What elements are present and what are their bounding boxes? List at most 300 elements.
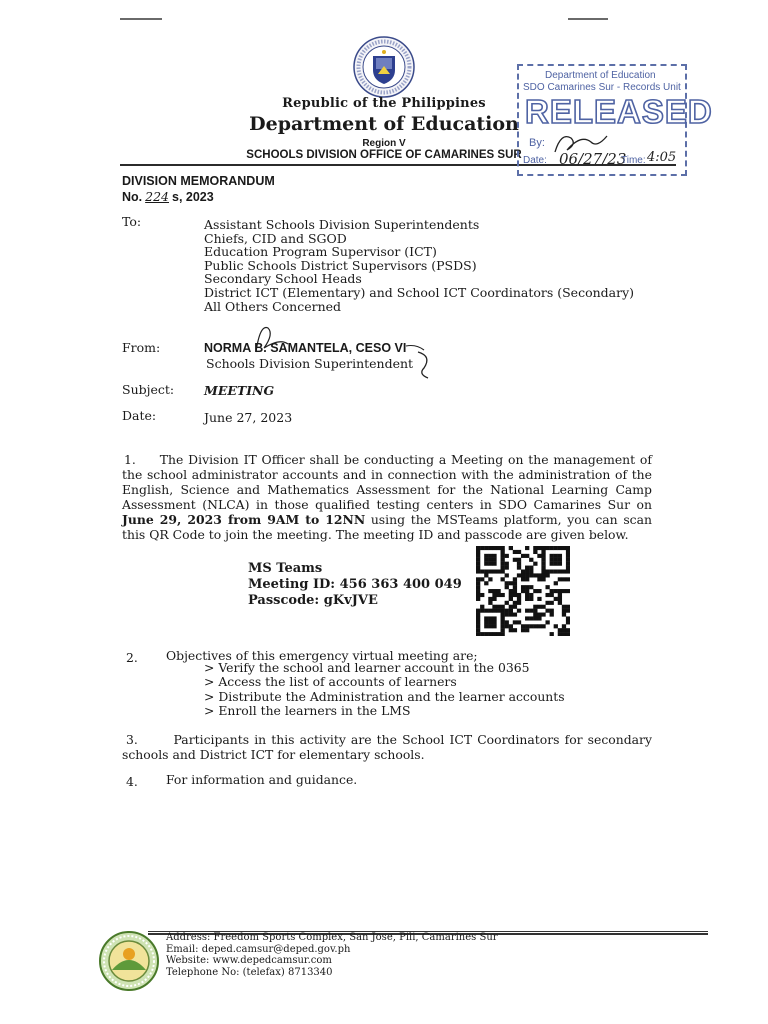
- qr-module: [488, 616, 492, 620]
- qr-module: [517, 573, 521, 577]
- qr-module: [566, 569, 570, 573]
- qr-module: [492, 562, 496, 566]
- qr-module: [521, 585, 525, 589]
- qr-module: [554, 624, 558, 628]
- objective-item: > Enroll the learners in the LMS: [204, 703, 411, 719]
- qr-module: [529, 597, 533, 601]
- qr-module: [513, 589, 517, 593]
- memo-series: s, 2023: [172, 190, 214, 204]
- qr-module: [476, 593, 480, 597]
- qr-module: [505, 609, 509, 613]
- qr-module: [550, 601, 554, 605]
- qr-module: [529, 593, 533, 597]
- qr-module: [476, 628, 480, 632]
- qr-module: [562, 632, 566, 636]
- qr-module: [558, 589, 562, 593]
- qr-module: [545, 585, 549, 589]
- qr-module: [492, 554, 496, 558]
- qr-module: [541, 577, 545, 581]
- qr-module: [525, 569, 529, 573]
- qr-module: [484, 554, 488, 558]
- qr-module: [509, 589, 513, 593]
- qr-module: [492, 616, 496, 620]
- qr-module: [541, 546, 545, 550]
- stamp-time-label: Time:: [621, 155, 646, 166]
- qr-module: [550, 554, 554, 558]
- qr-module: [505, 620, 509, 624]
- qr-module: [513, 581, 517, 585]
- qr-module: [505, 601, 509, 605]
- qr-module: [533, 546, 537, 550]
- qr-module: [558, 593, 562, 597]
- qr-module: [541, 624, 545, 628]
- stamp-date-value: 06/27/23: [559, 150, 627, 168]
- qr-module: [501, 616, 505, 620]
- qr-module: [476, 558, 480, 562]
- qr-module: [488, 562, 492, 566]
- qr-module: [566, 562, 570, 566]
- qr-module: [513, 601, 517, 605]
- qr-module: [476, 620, 480, 624]
- qr-module: [545, 620, 549, 624]
- qr-module: [476, 577, 480, 581]
- subject-value: MEETING: [204, 383, 275, 398]
- qr-module: [509, 624, 513, 628]
- qr-module: [566, 554, 570, 558]
- stamp-line2: SDO Camarines Sur - Records Unit: [523, 82, 681, 93]
- qr-module: [529, 624, 533, 628]
- qr-module: [566, 620, 570, 624]
- qr-module: [517, 609, 521, 613]
- qr-module: [484, 624, 488, 628]
- qr-module: [509, 593, 513, 597]
- paragraph-number: 2.: [126, 650, 138, 665]
- qr-module: [501, 632, 505, 636]
- qr-module: [501, 628, 505, 632]
- stamp-line1: Department of Education: [545, 70, 656, 81]
- qr-module: [492, 558, 496, 562]
- qr-module: [505, 581, 509, 585]
- qr-module: [484, 546, 488, 550]
- qr-module: [476, 589, 480, 593]
- qr-module: [566, 605, 570, 609]
- qr-module: [566, 566, 570, 570]
- qr-module: [476, 597, 480, 601]
- qr-module: [492, 632, 496, 636]
- objective-item: > Distribute the Administration and the learner accounts: [204, 688, 565, 704]
- qr-module: [541, 554, 545, 558]
- qr-module: [484, 573, 488, 577]
- qr-module: [550, 546, 554, 550]
- qr-module: [525, 573, 529, 577]
- qr-module: [537, 616, 541, 620]
- memo-number-line: [122, 189, 275, 205]
- qr-module: [525, 616, 529, 620]
- qr-module: [488, 597, 492, 601]
- qr-module: [521, 569, 525, 573]
- qr-module: [545, 546, 549, 550]
- qr-module: [501, 624, 505, 628]
- qr-module: [496, 593, 500, 597]
- ms-teams-title: MS Teams: [248, 561, 323, 576]
- objectives-list: [204, 661, 565, 719]
- meeting-info: [248, 561, 462, 609]
- date-label: Date:: [122, 408, 157, 423]
- qr-module: [488, 554, 492, 558]
- qr-module: [525, 585, 529, 589]
- stamp-by-label: By:: [529, 137, 545, 149]
- qr-module: [509, 613, 513, 617]
- qr-module: [476, 562, 480, 566]
- qr-module: [558, 597, 562, 601]
- qr-module: [513, 620, 517, 624]
- qr-module: [566, 616, 570, 620]
- department-heading: Department of Education: [249, 113, 519, 135]
- region-heading: Region V: [362, 138, 406, 149]
- qr-module: [513, 577, 517, 581]
- qr-module: [513, 613, 517, 617]
- paragraph-number: 4.: [126, 774, 138, 789]
- qr-module: [562, 577, 566, 581]
- qr-module: [509, 597, 513, 601]
- qr-module: [488, 569, 492, 573]
- qr-module: [550, 589, 554, 593]
- deped-seal-icon: [353, 36, 415, 98]
- qr-module: [525, 624, 529, 628]
- qr-module: [488, 624, 492, 628]
- qr-module: [533, 573, 537, 577]
- memo-no-label: No.: [122, 190, 143, 204]
- office-heading: SCHOOLS DIVISION OFFICE OF CAMARINES SUR: [246, 149, 522, 161]
- qr-module: [558, 628, 562, 632]
- qr-module: [554, 554, 558, 558]
- qr-module: [537, 546, 541, 550]
- qr-module: [566, 550, 570, 554]
- qr-module: [513, 585, 517, 589]
- qr-module: [558, 577, 562, 581]
- date-value: June 27, 2023: [204, 410, 293, 425]
- qr-module: [545, 593, 549, 597]
- qr-module: [517, 601, 521, 605]
- qr-module: [492, 620, 496, 624]
- qr-module: [501, 569, 505, 573]
- qr-module: [492, 546, 496, 550]
- qr-module: [550, 562, 554, 566]
- scan-mark-right: [568, 18, 608, 20]
- qr-module: [513, 550, 517, 554]
- qr-module: [562, 589, 566, 593]
- qr-module: [521, 573, 525, 577]
- paragraph-emphasis: June 29, 2023 from 9AM to 12NN: [122, 512, 366, 527]
- qr-module: [484, 616, 488, 620]
- qr-module: [501, 577, 505, 581]
- qr-module: [554, 597, 558, 601]
- qr-module: [476, 616, 480, 620]
- memo-heading: [122, 173, 275, 205]
- qr-module: [513, 593, 517, 597]
- qr-module: [550, 613, 554, 617]
- qr-module: [550, 609, 554, 613]
- sdo-logo-icon: [98, 930, 160, 992]
- qr-module: [492, 605, 496, 609]
- qr-module: [501, 558, 505, 562]
- qr-module: [501, 550, 505, 554]
- qr-module: [476, 581, 480, 585]
- qr-module: [562, 605, 566, 609]
- objective-item: > Access the list of accounts of learners: [204, 674, 457, 690]
- qr-module: [537, 605, 541, 609]
- qr-module: [541, 550, 545, 554]
- qr-module: [513, 558, 517, 562]
- qr-module: [513, 628, 517, 632]
- paragraph-text: using the MSTeams platform, you can scan this QR Code to join the meeting. The meeting ID and passcode are given below.: [122, 512, 652, 542]
- qr-module: [525, 597, 529, 601]
- qr-module: [550, 569, 554, 573]
- qr-module: [562, 613, 566, 617]
- qr-module: [558, 554, 562, 558]
- released-stamp: [517, 64, 713, 176]
- qr-module: [537, 554, 541, 558]
- paragraph-number: 3.: [126, 732, 138, 747]
- qr-module: [476, 624, 480, 628]
- from-title: Schools Division Superintendent: [206, 356, 414, 371]
- qr-module: [525, 593, 529, 597]
- qr-module: [537, 613, 541, 617]
- qr-module: [529, 616, 533, 620]
- qr-module: [529, 573, 533, 577]
- qr-module: [558, 569, 562, 573]
- qr-module: [521, 589, 525, 593]
- qr-module: [501, 554, 505, 558]
- qr-module: [484, 609, 488, 613]
- qr-module: [488, 609, 492, 613]
- passcode: Passcode: gKvJVE: [248, 593, 378, 608]
- qr-module: [488, 546, 492, 550]
- qr-module: [517, 597, 521, 601]
- qr-module: [541, 562, 545, 566]
- qr-module: [501, 593, 505, 597]
- paragraph-4-text: For information and guidance.: [166, 772, 358, 787]
- qr-module: [492, 609, 496, 613]
- qr-module: [545, 601, 549, 605]
- qr-module: [554, 581, 558, 585]
- qr-module: [513, 605, 517, 609]
- stamp-time-value: 4:05: [647, 150, 677, 165]
- qr-module: [517, 593, 521, 597]
- qr-module: [476, 554, 480, 558]
- scan-mark-left: [120, 18, 162, 20]
- qr-module: [501, 546, 505, 550]
- qr-module: [525, 628, 529, 632]
- stamp-date-label: Date:: [523, 155, 547, 166]
- footer-email: Email: deped.camsur@deped.gov.ph: [166, 943, 351, 955]
- qr-module: [509, 546, 513, 550]
- qr-module: [476, 613, 480, 617]
- qr-module: [476, 566, 480, 570]
- qr-module: [476, 609, 480, 613]
- recipient-item: District ICT (Elementary) and School ICT Coordinators (Secondary): [204, 284, 635, 300]
- qr-module: [501, 605, 505, 609]
- memo-title: DIVISION MEMORANDUM: [122, 174, 275, 188]
- qr-module: [558, 558, 562, 562]
- qr-module: [550, 558, 554, 562]
- qr-module: [496, 569, 500, 573]
- qr-module: [525, 554, 529, 558]
- footer-telephone: Telephone No: (telefax) 8713340: [166, 966, 333, 978]
- memo-no-value: 224: [145, 189, 169, 204]
- qr-module: [521, 577, 525, 581]
- qr-module: [484, 569, 488, 573]
- qr-module: [554, 562, 558, 566]
- qr-module: [545, 573, 549, 577]
- qr-module: [558, 632, 562, 636]
- qr-module: [492, 597, 496, 601]
- qr-module: [537, 573, 541, 577]
- recipient-item: Secondary School Heads: [204, 271, 362, 287]
- qr-module: [480, 593, 484, 597]
- qr-module: [505, 613, 509, 617]
- qr-module: [529, 585, 533, 589]
- qr-module: [501, 566, 505, 570]
- qr-module: [488, 620, 492, 624]
- qr-module: [488, 632, 492, 636]
- qr-module: [509, 581, 513, 585]
- qr-module: [480, 609, 484, 613]
- recipient-item: All Others Concerned: [204, 298, 342, 314]
- qr-module: [529, 566, 533, 570]
- qr-module: [554, 546, 558, 550]
- qr-module: [517, 566, 521, 570]
- qr-module: [496, 589, 500, 593]
- qr-module: [517, 558, 521, 562]
- qr-module: [533, 562, 537, 566]
- qr-module: [562, 569, 566, 573]
- qr-module: [517, 550, 521, 554]
- qr-module: [505, 566, 509, 570]
- qr-module: [492, 569, 496, 573]
- qr-module: [537, 624, 541, 628]
- from-name: NORMA B. SAMANTELA, CESO VI: [204, 341, 407, 355]
- qr-module: [537, 589, 541, 593]
- paragraph-1: [122, 452, 652, 542]
- qr-module: [480, 569, 484, 573]
- qr-module: [484, 620, 488, 624]
- qr-module: [521, 554, 525, 558]
- footer-website: Website: www.depedcamsur.com: [166, 955, 332, 967]
- qr-module: [529, 558, 533, 562]
- qr-module: [566, 632, 570, 636]
- paragraph-text: The Division IT Officer shall be conducting a Meeting on the management of the school administrator accounts and in connection with the administration of the English, Science and Mathematics Assessment for the National Learning Camp Assessment (NLCA) in those qualified testing centers in SDO Camarines Sur on: [122, 452, 652, 512]
- qr-module: [537, 577, 541, 581]
- qr-module: [525, 566, 529, 570]
- qr-module: [533, 609, 537, 613]
- qr-module: [484, 558, 488, 562]
- qr-module: [554, 589, 558, 593]
- qr-module: [566, 558, 570, 562]
- qr-module: [480, 577, 484, 581]
- qr-module: [476, 550, 480, 554]
- qr-module: [545, 569, 549, 573]
- qr-module: [562, 609, 566, 613]
- recipient-list: [204, 218, 634, 313]
- qr-module: [545, 609, 549, 613]
- paragraph-number: 1.: [124, 452, 136, 467]
- qr-module: [501, 609, 505, 613]
- qr-module: [505, 585, 509, 589]
- qr-module: [558, 546, 562, 550]
- qr-module: [562, 628, 566, 632]
- qr-module: [496, 632, 500, 636]
- qr-module: [501, 620, 505, 624]
- qr-module: [488, 601, 492, 605]
- qr-module: [509, 609, 513, 613]
- qr-module: [537, 597, 541, 601]
- qr-module: [521, 624, 525, 628]
- qr-module: [501, 613, 505, 617]
- qr-module: [566, 609, 570, 613]
- qr-module: [517, 620, 521, 624]
- recipient-item: Public Schools District Supervisors (PSDS): [204, 257, 477, 273]
- qr-module: [484, 581, 488, 585]
- qr-module: [496, 605, 500, 609]
- qr-module: [533, 616, 537, 620]
- qr-module: [550, 593, 554, 597]
- qr-module: [476, 569, 480, 573]
- qr-module: [533, 605, 537, 609]
- stamp-status: RELEASED: [525, 93, 713, 130]
- qr-module: [488, 577, 492, 581]
- meeting-id: Meeting ID: 456 363 400 049: [248, 577, 462, 592]
- qr-module: [541, 573, 545, 577]
- qr-module: [529, 609, 533, 613]
- paragraph-text: Participants in this activity are the School ICT Coordinators for secondary schools and District ICT for elementary schools.: [122, 732, 652, 762]
- recipient-item: Education Program Supervisor (ICT): [204, 244, 437, 260]
- qr-module: [541, 569, 545, 573]
- qr-module: [541, 613, 545, 617]
- qr-module: [566, 577, 570, 581]
- recipient-item: Chiefs, CID and SGOD: [204, 230, 347, 246]
- qr-module: [496, 609, 500, 613]
- qr-module: [476, 632, 480, 636]
- qr-module: [525, 546, 529, 550]
- qr-module: [505, 573, 509, 577]
- qr-code-icon: [476, 546, 570, 636]
- qr-module: [562, 624, 566, 628]
- qr-module: [488, 558, 492, 562]
- subject-label: Subject:: [122, 382, 175, 397]
- qr-module: [533, 550, 537, 554]
- qr-module: [488, 589, 492, 593]
- qr-module: [492, 593, 496, 597]
- republic-heading: Republic of the Philippines: [282, 96, 486, 111]
- qr-module: [566, 628, 570, 632]
- paragraph-3: [122, 732, 652, 762]
- qr-module: [533, 589, 537, 593]
- qr-module: [484, 632, 488, 636]
- qr-module: [562, 546, 566, 550]
- qr-module: [558, 562, 562, 566]
- qr-module: [554, 558, 558, 562]
- qr-module: [525, 609, 529, 613]
- qr-module: [541, 566, 545, 570]
- qr-module: [525, 577, 529, 581]
- qr-module: [529, 569, 533, 573]
- qr-module: [541, 605, 545, 609]
- paragraph-2-text: Objectives of this emergency virtual meeting are;: [166, 648, 478, 663]
- qr-module: [541, 558, 545, 562]
- qr-module: [480, 546, 484, 550]
- footer-address: Address: Freedom Sports Complex, San Jose, Pili, Camarines Sur: [166, 932, 498, 943]
